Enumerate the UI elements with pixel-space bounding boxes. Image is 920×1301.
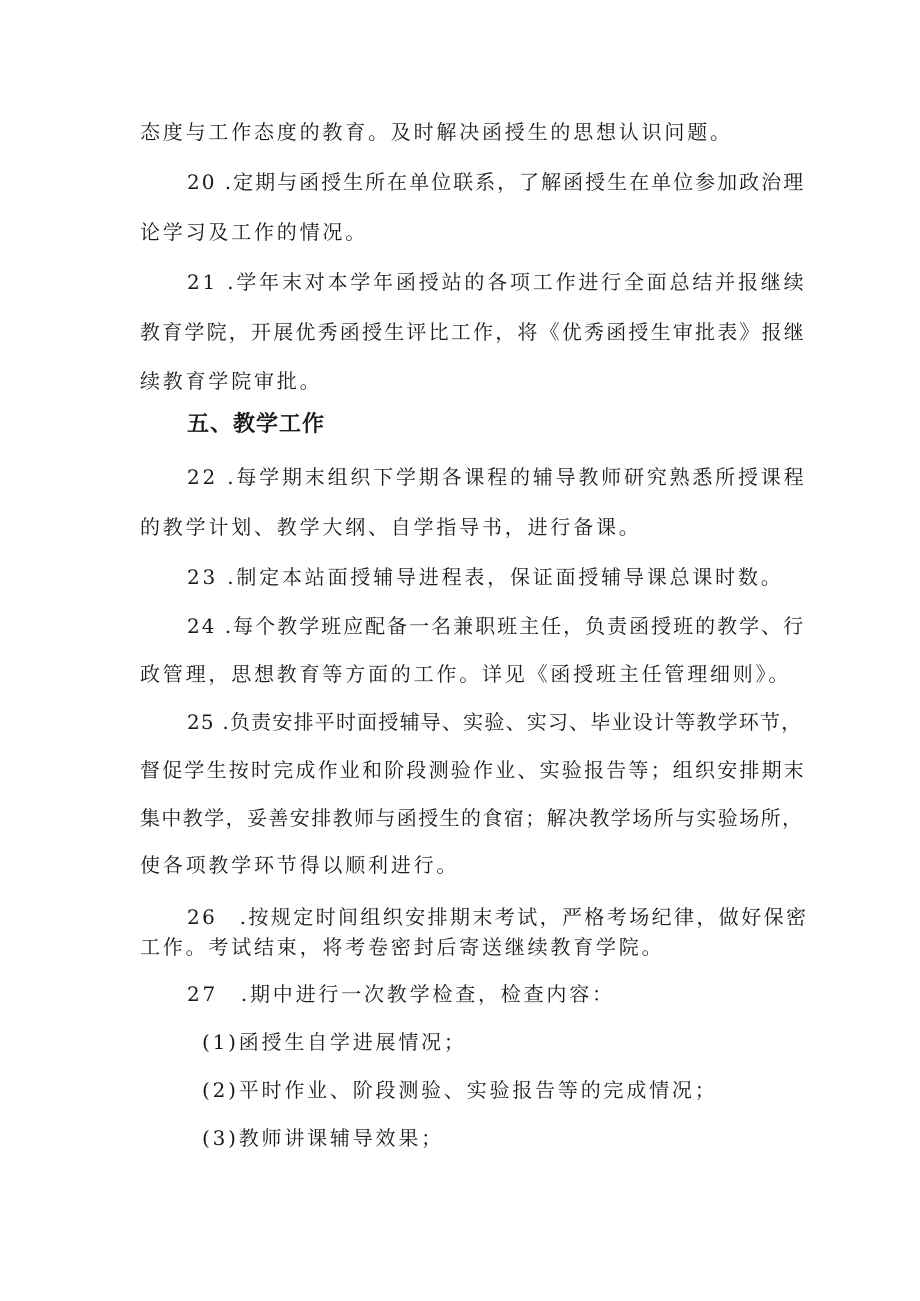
- text-line: 态度与工作态度的教育。及时解决函授生的思想认识问题。: [140, 120, 733, 144]
- section-heading: 五、教学工作: [187, 412, 326, 437]
- text-line: 论学习及工作的情况。: [140, 220, 368, 244]
- text-line: 20 .定期与函授生所在单位联系，了解函授生在单位参加政治理: [187, 170, 806, 194]
- text-line: 督促学生按时完成作业和阶段测验作业、实验报告等；组织安排期末: [140, 758, 806, 782]
- text-line: 23 .制定本站面授辅导进程表，保证面授辅导课总课时数。: [187, 565, 784, 589]
- text-line: 的教学计划、教学大纲、自学指导书，进行备课。: [140, 515, 642, 539]
- text-line: 续教育学院审批。: [140, 369, 323, 393]
- text-line: 21 .学年末对本学年函授站的各项工作进行全面总结并报继续: [187, 270, 807, 294]
- text-line: 26 .按规定时间组织安排期末考试，严格考场纪律，做好保密: [187, 905, 809, 929]
- text-line: 集中教学，妥善安排教师与函授生的食宿；解决教学场所与实验场所，: [140, 806, 804, 830]
- text-line: 24 .每个教学班应配备一名兼职班主任，负责函授班的教学、行: [187, 614, 806, 638]
- text-line: 27 .期中进行一次教学检查，检查内容：: [187, 982, 615, 1006]
- text-line: 使各项教学环节得以顺利进行。: [140, 853, 460, 877]
- text-line: 22 .每学期末组织下学期各课程的辅导教师研究熟悉所授课程: [187, 465, 807, 489]
- list-item: (3)教师讲课辅导效果；: [202, 1126, 444, 1150]
- list-item: (1)函授生自学进展情况；: [202, 1030, 467, 1054]
- text-line: 政管理，思想教育等方面的工作。详见《函授班主任管理细则》。: [140, 662, 792, 686]
- text-line: 25 .负责安排平时面授辅导、实验、实习、毕业设计等教学环节，: [187, 710, 803, 734]
- list-item: (2)平时作业、阶段测验、实验报告等的完成情况；: [202, 1078, 718, 1102]
- text-line: 教育学院，开展优秀函授生评比工作，将《优秀函授生审批表》报继: [140, 320, 806, 344]
- text-line: 工作。考试结束，将考卷密封后寄送继续教育学院。: [140, 935, 665, 959]
